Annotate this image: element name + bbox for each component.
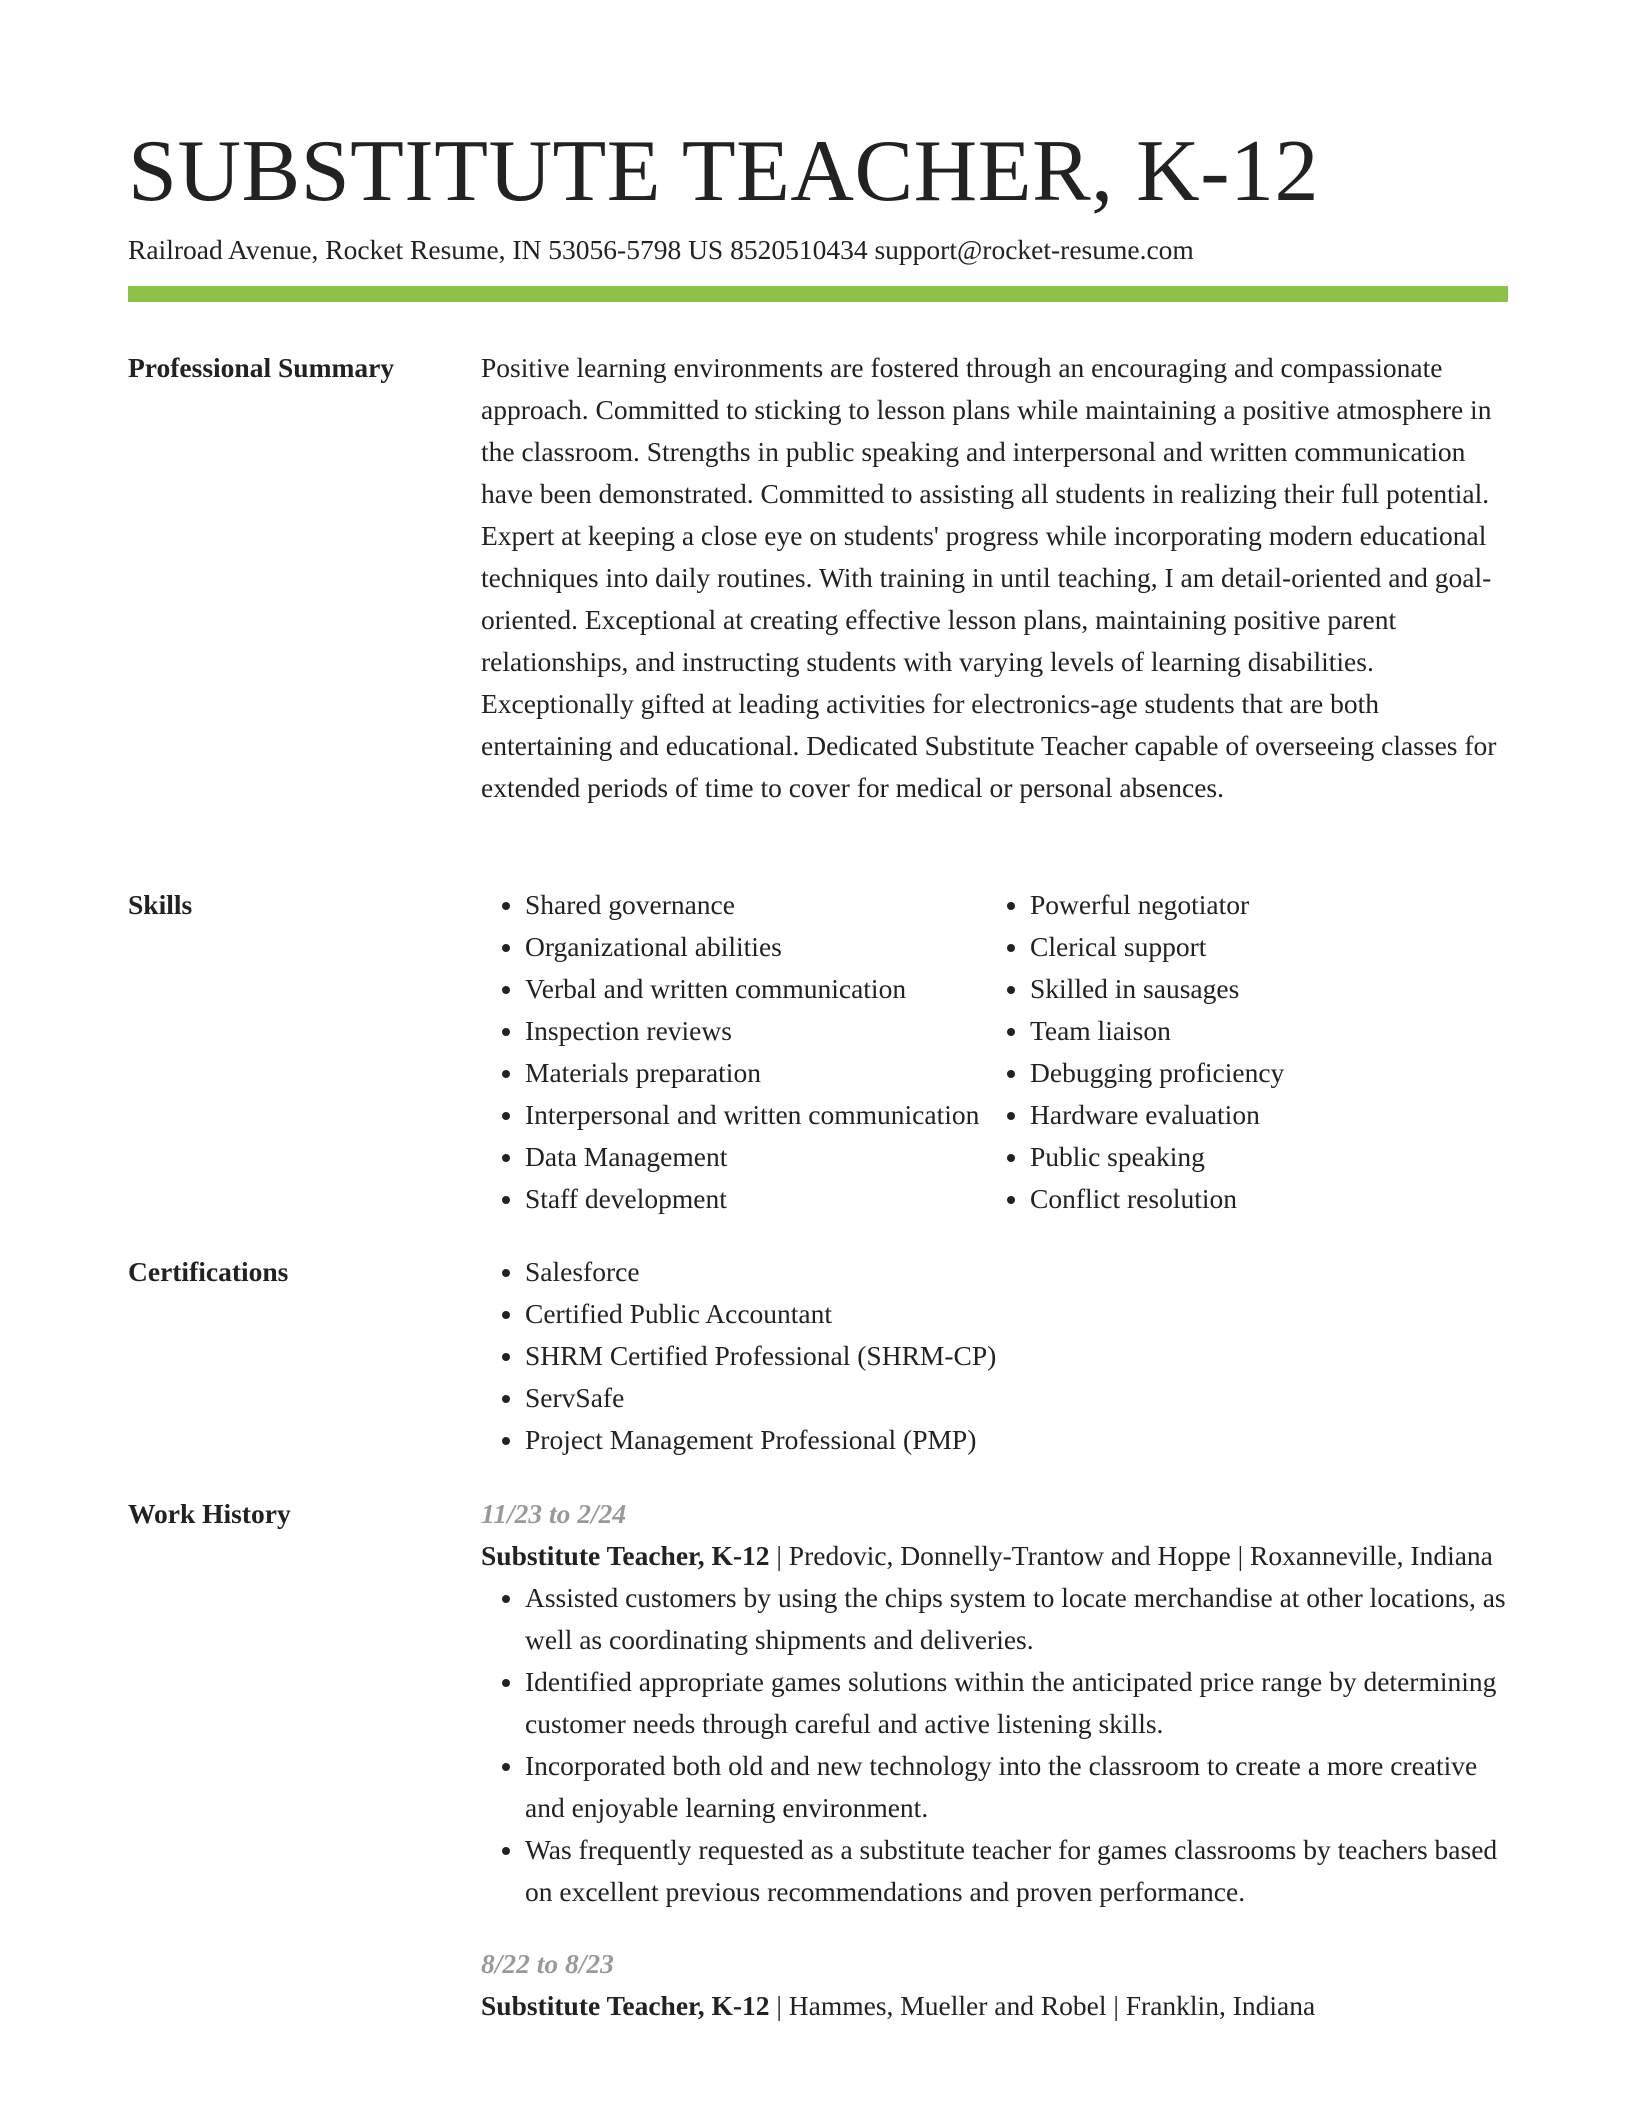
summary-section-title: Professional Summary [128, 352, 395, 383]
skill-item: • Organizational abilities [525, 926, 986, 968]
skill-item: • Powerful negotiator [1030, 884, 1491, 926]
job-title: Substitute Teacher, K-12 [481, 1990, 770, 2021]
skills-column-right [986, 884, 1491, 1220]
job-bullet: • Identified appropriate games solutions within the anticipated price range by determining customer needs through careful and active listening skills. [525, 1661, 1508, 1745]
work-history-section-title: Work History [128, 1498, 291, 1529]
summary-text: Positive learning environments are fostered through an encouraging and compassionate approach. Committed to sticking to lesson plans while maintaining a positive atmosphere in the classroom. Strengths in public speaking and interpersonal and written communication have been demonstrated. Committed to assisting all students in realizing their full potential. Expert at keeping a close eye on students' progress while incorporating modern educational techniques into daily routines. With training in until teaching, I am detail-oriented and goal-oriented. Exceptional at creating effective lesson plans, maintaining positive parent relationships, and instructing students with varying levels of learning disabilities. Exceptionally gifted at leading activities for electronics-age students that are both entertaining and educational. Dedicated Substitute Teacher capable of overseeing classes for extended periods of time to cover for medical or personal absences. [481, 352, 1497, 803]
job-entry [481, 1493, 1508, 1913]
skill-item: • Verbal and written communication [525, 968, 986, 1010]
skill-item: • Interpersonal and written communication [525, 1094, 986, 1136]
job-employer-location: | Predovic, Donnelly-Trantow and Hoppe | Roxanneville, Indiana [769, 1540, 1493, 1571]
certification-item: • Salesforce [525, 1251, 1508, 1293]
job-dates: 11/23 to 2/24 [481, 1498, 627, 1529]
skill-item: • Clerical support [1030, 926, 1491, 968]
certification-item: • Certified Public Accountant [525, 1293, 1508, 1335]
skill-item: • Public speaking [1030, 1136, 1491, 1178]
skill-item: • Inspection reviews [525, 1010, 986, 1052]
job-bullet: • Was frequently requested as a substitute teacher for games classrooms by teachers based on excellent previous recommendations and proven performance. [525, 1829, 1508, 1913]
job-heading [481, 1535, 1508, 1577]
skill-item: • Skilled in sausages [1030, 968, 1491, 1010]
job-dates: 8/22 to 8/23 [481, 1948, 614, 1979]
skills-section-title: Skills [128, 889, 193, 920]
certification-item: • SHRM Certified Professional (SHRM-CP) [525, 1335, 1508, 1377]
header-divider [128, 286, 1508, 302]
job-bullet: • Incorporated both old and new technology into the classroom to create a more creative and enjoyable learning environment. [525, 1745, 1508, 1829]
job-heading [481, 1985, 1508, 2027]
skills-column-left [481, 884, 986, 1220]
skill-item: • Materials preparation [525, 1052, 986, 1094]
contact-line: Railroad Avenue, Rocket Resume, IN 53056-5798 US 8520510434 support@rocket-resume.com [128, 234, 1194, 265]
job-responsibilities [481, 1577, 1508, 1913]
resume-name-heading: SUBSTITUTE TEACHER, K-12 [128, 123, 1320, 220]
skill-item: • Staff development [525, 1178, 986, 1220]
job-title: Substitute Teacher, K-12 [481, 1540, 770, 1571]
job-entry [481, 1943, 1508, 2027]
skill-item: • Conflict resolution [1030, 1178, 1491, 1220]
certification-item: • ServSafe [525, 1377, 1508, 1419]
skill-item: • Hardware evaluation [1030, 1094, 1491, 1136]
job-bullet: • Assisted customers by using the chips system to locate merchandise at other locations, as well as coordinating shipments and deliveries. [525, 1577, 1508, 1661]
skill-item: • Debugging proficiency [1030, 1052, 1491, 1094]
certifications-section-title: Certifications [128, 1256, 289, 1287]
skill-item: • Shared governance [525, 884, 986, 926]
certification-item: • Project Management Professional (PMP) [525, 1419, 1508, 1461]
skill-item: • Data Management [525, 1136, 986, 1178]
job-employer-location: | Hammes, Mueller and Robel | Franklin, Indiana [769, 1990, 1316, 2021]
skill-item: • Team liaison [1030, 1010, 1491, 1052]
